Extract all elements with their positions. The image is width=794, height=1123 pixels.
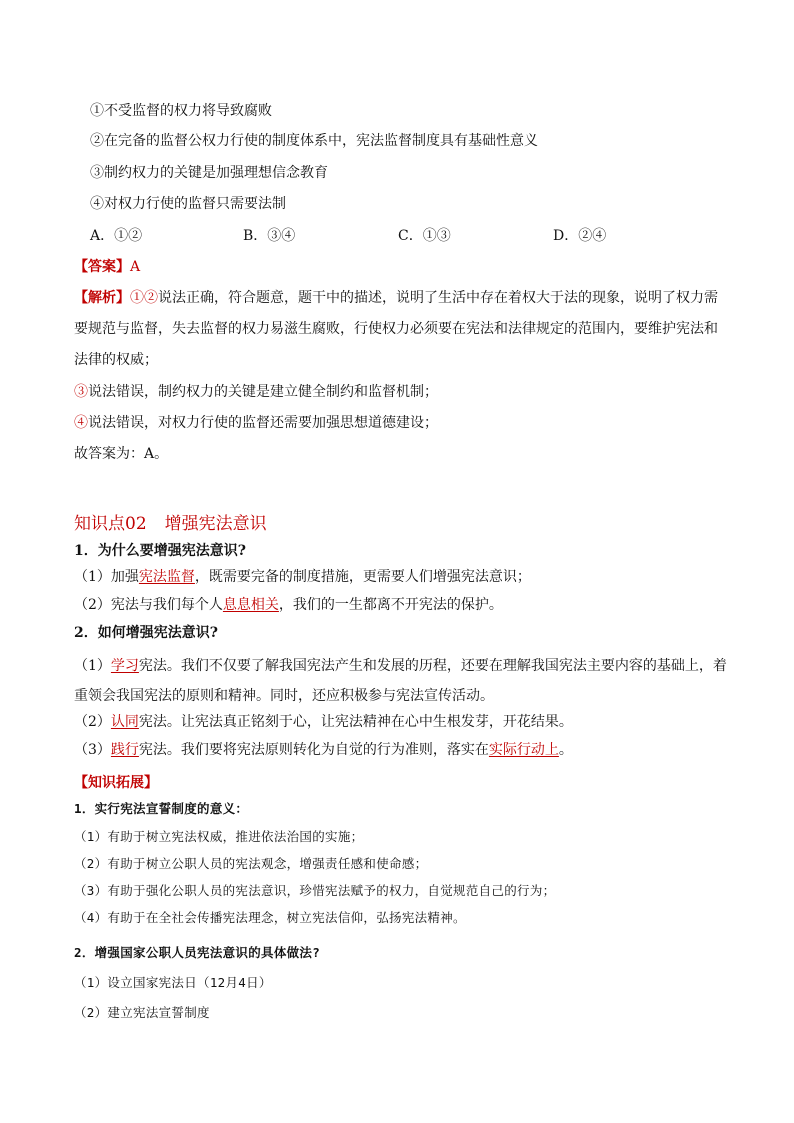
section-title: [74, 512, 267, 536]
q1-item-1: [74, 567, 531, 587]
q2-item-3-key: 践行: [110, 742, 139, 758]
statement-3: ③制约权力的关键是加强理想信念教育: [90, 165, 328, 181]
option-d: D．②④: [553, 228, 607, 244]
q1-item-2-pre: （2）宪法与我们每个人: [74, 597, 223, 613]
section-heading: 增强宪法意识: [164, 514, 267, 534]
analysis-ref-1: ①②: [130, 290, 158, 306]
answer-value: A: [130, 259, 141, 275]
q2-item-2: [74, 712, 573, 732]
q2-item-3: [74, 740, 573, 760]
statement-1: ①不受监督的权力将导致腐败: [90, 103, 272, 119]
q2-item-1-line-2: 重领会我国宪法的原则和精神。同时，还应积极参与宪法宣传活动。: [74, 688, 494, 704]
statement-2: ②在完备的监督公权力行使的制度体系中，宪法监督制度具有基础性意义: [90, 133, 538, 149]
q1-item-1-post: ，既需要完备的制度措施，更需要人们增强宪法意识；: [194, 569, 531, 585]
analysis-line-4: [74, 382, 438, 402]
section-number: 知识点02: [74, 514, 147, 534]
extension-q2-item-2: （2）建立宪法宣誓制度: [74, 1005, 210, 1020]
extension-q1-item-4: （4）有助于在全社会传播宪法理念，树立宪法信仰，弘扬宪法精神。: [74, 910, 466, 925]
extension-q1-heading: 1．实行宪法宣誓制度的意义：: [74, 801, 249, 816]
option-c: C．①③: [398, 228, 451, 244]
analysis-ref-4: ③: [74, 384, 88, 400]
analysis-line-2: 要规范与监督，失去监督的权力易滋生腐败，行使权力必须要在宪法和法律规定的范围内，要维护宪法和: [74, 321, 718, 337]
analysis-line-5: [74, 413, 438, 433]
option-b: B．③④: [243, 228, 296, 244]
analysis-line-3: 法律的权威；: [74, 352, 158, 368]
analysis-label: 【解析】: [74, 290, 130, 306]
q2-item-1-pre: （1）: [74, 658, 111, 674]
q2-item-3-key-2: 实际行动上: [488, 742, 559, 758]
q2-item-2-post: 宪法。让宪法真正铭刻于心，让宪法精神在心中生根发芽，开花结果。: [138, 714, 573, 730]
q1-item-2: [74, 595, 503, 615]
extension-q1-item-2: （2）有助于树立公职人员的宪法观念，增强责任感和使命感；: [74, 856, 428, 871]
q2-item-2-pre: （2）: [74, 714, 111, 730]
q2-item-1-key: 学习: [110, 658, 139, 674]
q2-item-2-key: 认同: [110, 714, 139, 730]
q1-heading: 1．为什么要增强宪法意识?: [74, 543, 246, 559]
extension-q1-item-1: （1）有助于树立宪法权威，推进依法治国的实施；: [74, 829, 364, 844]
analysis-text-5: 说法错误，对权力行使的监督还需要加强思想道德建设；: [88, 415, 438, 431]
q1-item-1-key: 宪法监督: [138, 569, 195, 585]
analysis-ref-5: ④: [74, 415, 88, 431]
statement-4: ④对权力行使的监督只需要法制: [90, 196, 286, 212]
q2-item-1: [74, 656, 727, 676]
q2-item-3-pre: （3）: [74, 742, 111, 758]
q1-item-2-post: ，我们的一生都离不开宪法的保护。: [278, 597, 503, 613]
extension-q2-heading: 2．增强国家公职人员宪法意识的具体做法?: [74, 945, 321, 960]
analysis-line-1: [74, 288, 718, 308]
q2-item-3-mid: 宪法。我们要将宪法原则转化为自觉的行为准则，落实在: [138, 742, 489, 758]
q2-item-1-post: 宪法。我们不仅要了解我国宪法产生和发展的历程，还要在理解我国宪法主要内容的基础上，着: [138, 658, 727, 674]
extension-q2-item-1: （1）设立国家宪法日（12月4日）: [74, 975, 272, 990]
analysis-line-6: 故答案为：A。: [74, 446, 169, 462]
extension-q1-item-3: （3）有助于强化公职人员的宪法意识，珍惜宪法赋予的权力，自觉规范自己的行为；: [74, 883, 556, 898]
q2-heading: 2．如何增强宪法意识?: [74, 625, 218, 641]
extension-label: 【知识拓展】: [74, 775, 158, 791]
q1-item-1-pre: （1）加强: [74, 569, 139, 585]
analysis-text-4: 说法错误，制约权力的关键是建立健全制约和监督机制；: [88, 384, 438, 400]
q2-item-3-post: 。: [558, 742, 573, 758]
q1-item-2-key: 息息相关: [222, 597, 279, 613]
answer-label: 【答案】: [74, 259, 130, 275]
answer-line: [74, 257, 140, 277]
analysis-text-1: 说法正确，符合题意，题干中的描述，说明了生活中存在着权大于法的现象，说明了权力需: [158, 290, 718, 306]
option-a: A．①②: [90, 228, 143, 244]
